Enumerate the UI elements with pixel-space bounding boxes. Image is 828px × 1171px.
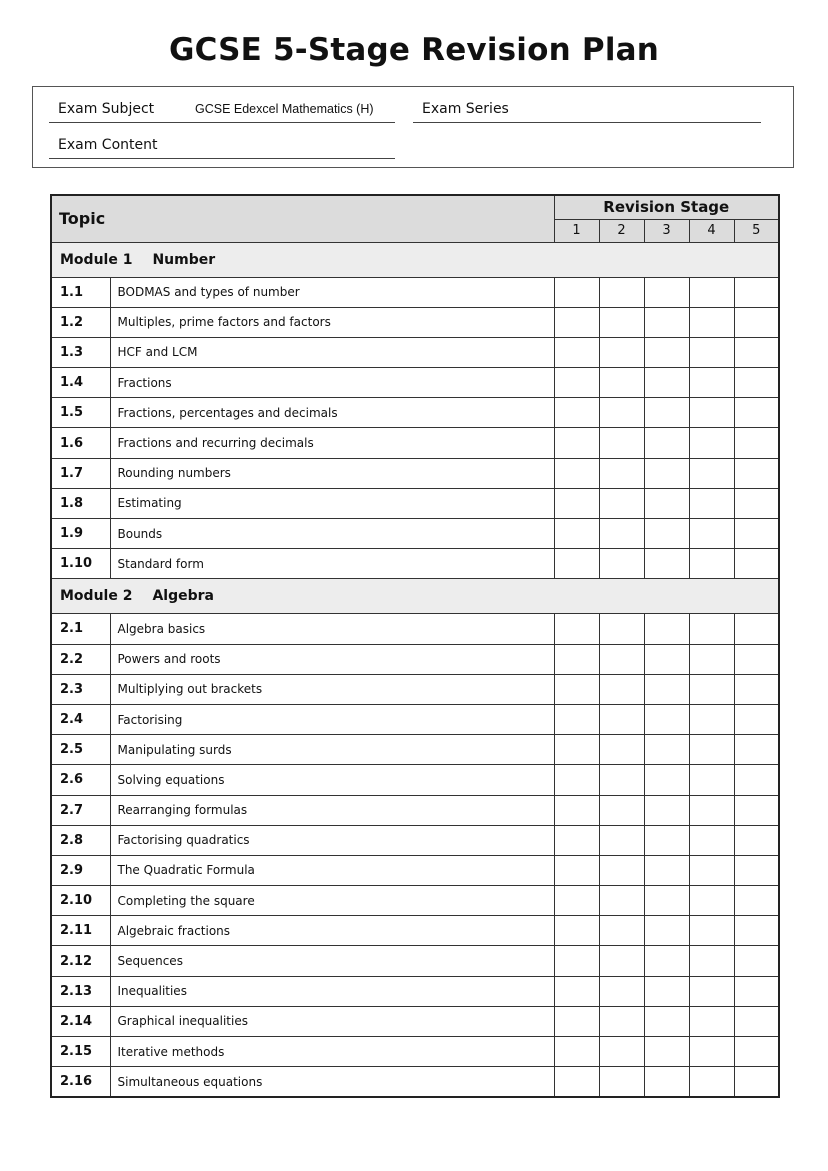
stage-checkbox[interactable] <box>644 795 689 825</box>
topic-name: Rounding numbers <box>110 458 554 488</box>
stage-checkbox[interactable] <box>734 735 779 765</box>
stage-checkbox[interactable] <box>599 614 644 644</box>
topic-name: Fractions, percentages and decimals <box>110 398 554 428</box>
topic-name: Sequences <box>110 946 554 976</box>
stage-checkbox[interactable] <box>599 886 644 916</box>
stage-checkbox[interactable] <box>554 398 599 428</box>
topic-name: Algebra basics <box>110 614 554 644</box>
topic-number: 1.5 <box>51 398 110 428</box>
stage-checkbox[interactable] <box>689 1037 734 1067</box>
exam-subject-label: Exam Subject <box>58 101 155 117</box>
topic-number: 2.1 <box>51 614 110 644</box>
topic-name: Completing the square <box>110 886 554 916</box>
stage-checkbox[interactable] <box>689 855 734 885</box>
topic-name: Multiples, prime factors and factors <box>110 307 554 337</box>
stage-checkbox[interactable] <box>734 398 779 428</box>
exam-subject-field[interactable] <box>49 99 395 123</box>
revision-stage-header: Revision Stage <box>554 195 779 219</box>
stage-checkbox[interactable] <box>734 488 779 518</box>
stage-checkbox[interactable] <box>734 549 779 579</box>
stage-checkbox[interactable] <box>734 368 779 398</box>
stage-checkbox[interactable] <box>644 916 689 946</box>
exam-subject-value: GCSE Edexcel Mathematics (H) <box>195 102 374 116</box>
table-row <box>51 1067 779 1097</box>
module-label: Module 1 <box>60 251 133 268</box>
table-row <box>51 307 779 337</box>
stage-checkbox[interactable] <box>734 765 779 795</box>
stage-checkbox[interactable] <box>734 1037 779 1067</box>
stage-checkbox[interactable] <box>644 337 689 367</box>
stage-checkbox[interactable] <box>689 549 734 579</box>
table-row <box>51 886 779 916</box>
topic-name: Standard form <box>110 549 554 579</box>
stage-checkbox[interactable] <box>734 795 779 825</box>
stage-checkbox[interactable] <box>599 398 644 428</box>
topic-name: Estimating <box>110 488 554 518</box>
table-row <box>51 976 779 1006</box>
topic-name: Multiplying out brackets <box>110 674 554 704</box>
topic-number: 1.7 <box>51 458 110 488</box>
topic-name: Manipulating surds <box>110 735 554 765</box>
table-row <box>51 1006 779 1036</box>
stage-checkbox[interactable] <box>599 765 644 795</box>
stage-checkbox[interactable] <box>554 1006 599 1036</box>
stage-checkbox[interactable] <box>734 825 779 855</box>
stage-checkbox[interactable] <box>644 368 689 398</box>
topic-number: 1.3 <box>51 337 110 367</box>
exam-series-field[interactable] <box>413 99 761 123</box>
stage-checkbox[interactable] <box>554 519 599 549</box>
stage-checkbox[interactable] <box>689 644 734 674</box>
stage-checkbox[interactable] <box>554 795 599 825</box>
stage-checkbox[interactable] <box>554 549 599 579</box>
table-row <box>51 337 779 367</box>
stage-checkbox[interactable] <box>689 428 734 458</box>
stage-checkbox[interactable] <box>599 976 644 1006</box>
topic-number: 2.9 <box>51 855 110 885</box>
stage-checkbox[interactable] <box>689 368 734 398</box>
stage-checkbox[interactable] <box>599 1067 644 1097</box>
stage-checkbox[interactable] <box>644 1037 689 1067</box>
stage-checkbox[interactable] <box>599 428 644 458</box>
stage-checkbox[interactable] <box>644 614 689 644</box>
stage-checkbox[interactable] <box>734 644 779 674</box>
stage-checkbox[interactable] <box>689 765 734 795</box>
stage-checkbox[interactable] <box>734 976 779 1006</box>
table-row <box>51 549 779 579</box>
stage-checkbox[interactable] <box>734 916 779 946</box>
stage-checkbox[interactable] <box>599 458 644 488</box>
stage-checkbox[interactable] <box>644 398 689 428</box>
stage-checkbox[interactable] <box>689 886 734 916</box>
stage-checkbox[interactable] <box>554 614 599 644</box>
stage-checkbox[interactable] <box>644 946 689 976</box>
topic-name: Solving equations <box>110 765 554 795</box>
stage-checkbox[interactable] <box>554 886 599 916</box>
stage-checkbox[interactable] <box>644 458 689 488</box>
stage-checkbox[interactable] <box>554 337 599 367</box>
topic-name: Fractions and recurring decimals <box>110 428 554 458</box>
exam-series-label: Exam Series <box>422 101 509 117</box>
stage-checkbox[interactable] <box>734 946 779 976</box>
stage-checkbox[interactable] <box>689 825 734 855</box>
module-heading <box>51 242 779 277</box>
table-row <box>51 825 779 855</box>
stage-checkbox[interactable] <box>644 549 689 579</box>
stage-checkbox[interactable] <box>554 825 599 855</box>
table-row <box>51 277 779 307</box>
stage-checkbox[interactable] <box>554 735 599 765</box>
stage-checkbox[interactable] <box>599 307 644 337</box>
stage-checkbox[interactable] <box>599 1006 644 1036</box>
stage-checkbox[interactable] <box>599 549 644 579</box>
exam-content-field[interactable] <box>49 135 395 159</box>
table-row <box>51 458 779 488</box>
stage-checkbox[interactable] <box>689 488 734 518</box>
table-row <box>51 614 779 644</box>
topic-name: HCF and LCM <box>110 337 554 367</box>
stage-number: 4 <box>689 219 734 242</box>
stage-checkbox[interactable] <box>554 765 599 795</box>
stage-checkbox[interactable] <box>644 644 689 674</box>
module-name: Algebra <box>152 588 214 605</box>
stage-checkbox[interactable] <box>689 398 734 428</box>
table-row <box>51 488 779 518</box>
stage-checkbox[interactable] <box>554 368 599 398</box>
topic-number: 2.12 <box>51 946 110 976</box>
topic-name: Rearranging formulas <box>110 795 554 825</box>
topic-name: BODMAS and types of number <box>110 277 554 307</box>
table-row <box>51 644 779 674</box>
stage-checkbox[interactable] <box>689 519 734 549</box>
topic-name: Inequalities <box>110 976 554 1006</box>
stage-checkbox[interactable] <box>689 1006 734 1036</box>
stage-checkbox[interactable] <box>734 614 779 644</box>
topic-number: 2.15 <box>51 1037 110 1067</box>
stage-checkbox[interactable] <box>599 368 644 398</box>
table-row <box>51 1037 779 1067</box>
stage-checkbox[interactable] <box>554 916 599 946</box>
topic-number: 2.7 <box>51 795 110 825</box>
stage-checkbox[interactable] <box>599 946 644 976</box>
stage-checkbox[interactable] <box>644 1067 689 1097</box>
stage-checkbox[interactable] <box>554 855 599 885</box>
topic-number: 2.11 <box>51 916 110 946</box>
stage-checkbox[interactable] <box>554 488 599 518</box>
stage-checkbox[interactable] <box>554 1067 599 1097</box>
stage-checkbox[interactable] <box>599 855 644 885</box>
stage-checkbox[interactable] <box>734 1006 779 1036</box>
stage-checkbox[interactable] <box>734 674 779 704</box>
table-row <box>51 704 779 734</box>
topic-header: Topic <box>51 195 554 242</box>
stage-checkbox[interactable] <box>554 1037 599 1067</box>
stage-checkbox[interactable] <box>689 735 734 765</box>
stage-checkbox[interactable] <box>599 795 644 825</box>
table-row <box>51 674 779 704</box>
stage-checkbox[interactable] <box>644 735 689 765</box>
table-row <box>51 946 779 976</box>
topic-number: 2.8 <box>51 825 110 855</box>
stage-checkbox[interactable] <box>689 337 734 367</box>
stage-checkbox[interactable] <box>689 704 734 734</box>
stage-checkbox[interactable] <box>599 488 644 518</box>
stage-checkbox[interactable] <box>689 614 734 644</box>
stage-checkbox[interactable] <box>599 519 644 549</box>
stage-checkbox[interactable] <box>599 1037 644 1067</box>
table-row <box>51 368 779 398</box>
table-row <box>51 855 779 885</box>
topic-number: 2.4 <box>51 704 110 734</box>
stage-checkbox[interactable] <box>554 644 599 674</box>
stage-checkbox[interactable] <box>689 277 734 307</box>
topic-number: 2.6 <box>51 765 110 795</box>
stage-checkbox[interactable] <box>554 976 599 1006</box>
module-row <box>51 579 779 614</box>
stage-checkbox[interactable] <box>644 976 689 1006</box>
stage-checkbox[interactable] <box>689 1067 734 1097</box>
stage-checkbox[interactable] <box>734 855 779 885</box>
stage-number: 2 <box>599 219 644 242</box>
table-row <box>51 916 779 946</box>
topic-number: 2.16 <box>51 1067 110 1097</box>
stage-number: 1 <box>554 219 599 242</box>
topic-number: 1.1 <box>51 277 110 307</box>
stage-checkbox[interactable] <box>599 277 644 307</box>
stage-checkbox[interactable] <box>644 886 689 916</box>
stage-checkbox[interactable] <box>734 428 779 458</box>
stage-checkbox[interactable] <box>734 1067 779 1097</box>
stage-checkbox[interactable] <box>554 307 599 337</box>
stage-checkbox[interactable] <box>689 674 734 704</box>
topic-name: Graphical inequalities <box>110 1006 554 1036</box>
stage-checkbox[interactable] <box>689 916 734 946</box>
stage-checkbox[interactable] <box>734 307 779 337</box>
topic-number: 2.14 <box>51 1006 110 1036</box>
stage-checkbox[interactable] <box>599 735 644 765</box>
stage-checkbox[interactable] <box>644 428 689 458</box>
stage-checkbox[interactable] <box>554 277 599 307</box>
module-name: Number <box>152 251 216 268</box>
stage-checkbox[interactable] <box>644 1006 689 1036</box>
stage-checkbox[interactable] <box>599 644 644 674</box>
stage-checkbox[interactable] <box>734 886 779 916</box>
stage-checkbox[interactable] <box>644 519 689 549</box>
table-row <box>51 519 779 549</box>
topic-number: 1.6 <box>51 428 110 458</box>
table-row <box>51 765 779 795</box>
topic-name: Iterative methods <box>110 1037 554 1067</box>
stage-checkbox[interactable] <box>554 704 599 734</box>
exam-content-label: Exam Content <box>58 137 158 153</box>
stage-checkbox[interactable] <box>644 674 689 704</box>
exam-info-box <box>32 86 794 168</box>
topic-name: Fractions <box>110 368 554 398</box>
stage-checkbox[interactable] <box>644 277 689 307</box>
topic-number: 2.10 <box>51 886 110 916</box>
stage-checkbox[interactable] <box>689 795 734 825</box>
stage-checkbox[interactable] <box>599 916 644 946</box>
stage-checkbox[interactable] <box>554 428 599 458</box>
topic-number: 1.9 <box>51 519 110 549</box>
topic-name: Factorising quadratics <box>110 825 554 855</box>
stage-checkbox[interactable] <box>554 946 599 976</box>
table-row <box>51 795 779 825</box>
stage-checkbox[interactable] <box>644 765 689 795</box>
stage-checkbox[interactable] <box>644 855 689 885</box>
topic-name: Simultaneous equations <box>110 1067 554 1097</box>
stage-checkbox[interactable] <box>644 307 689 337</box>
module-row <box>51 242 779 277</box>
stage-number: 5 <box>734 219 779 242</box>
stage-checkbox[interactable] <box>734 704 779 734</box>
module-label: Module 2 <box>60 588 133 605</box>
topic-name: Factorising <box>110 704 554 734</box>
stage-checkbox[interactable] <box>644 825 689 855</box>
topic-number: 2.2 <box>51 644 110 674</box>
stage-checkbox[interactable] <box>734 458 779 488</box>
stage-checkbox[interactable] <box>554 458 599 488</box>
stage-checkbox[interactable] <box>689 976 734 1006</box>
stage-checkbox[interactable] <box>599 337 644 367</box>
topic-number: 1.8 <box>51 488 110 518</box>
stage-checkbox[interactable] <box>734 337 779 367</box>
topic-name: The Quadratic Formula <box>110 855 554 885</box>
topic-number: 2.3 <box>51 674 110 704</box>
topic-number: 2.5 <box>51 735 110 765</box>
stage-checkbox[interactable] <box>644 704 689 734</box>
page-title: GCSE 5-Stage Revision Plan <box>168 32 660 68</box>
plan-body <box>51 242 779 1097</box>
revision-plan-table <box>50 194 780 1098</box>
topic-name: Powers and roots <box>110 644 554 674</box>
topic-name: Bounds <box>110 519 554 549</box>
table-row <box>51 398 779 428</box>
stage-checkbox[interactable] <box>689 458 734 488</box>
stage-checkbox[interactable] <box>689 307 734 337</box>
stage-checkbox[interactable] <box>599 674 644 704</box>
table-row <box>51 735 779 765</box>
topic-number: 1.4 <box>51 368 110 398</box>
table-row <box>51 428 779 458</box>
stage-checkbox[interactable] <box>734 519 779 549</box>
topic-number: 1.2 <box>51 307 110 337</box>
stage-number: 3 <box>644 219 689 242</box>
topic-name: Algebraic fractions <box>110 916 554 946</box>
stage-checkbox[interactable] <box>599 704 644 734</box>
stage-checkbox[interactable] <box>644 488 689 518</box>
module-heading <box>51 579 779 614</box>
stage-checkbox[interactable] <box>689 946 734 976</box>
topic-number: 1.10 <box>51 549 110 579</box>
stage-checkbox[interactable] <box>554 674 599 704</box>
topic-number: 2.13 <box>51 976 110 1006</box>
stage-checkbox[interactable] <box>599 825 644 855</box>
stage-checkbox[interactable] <box>734 277 779 307</box>
